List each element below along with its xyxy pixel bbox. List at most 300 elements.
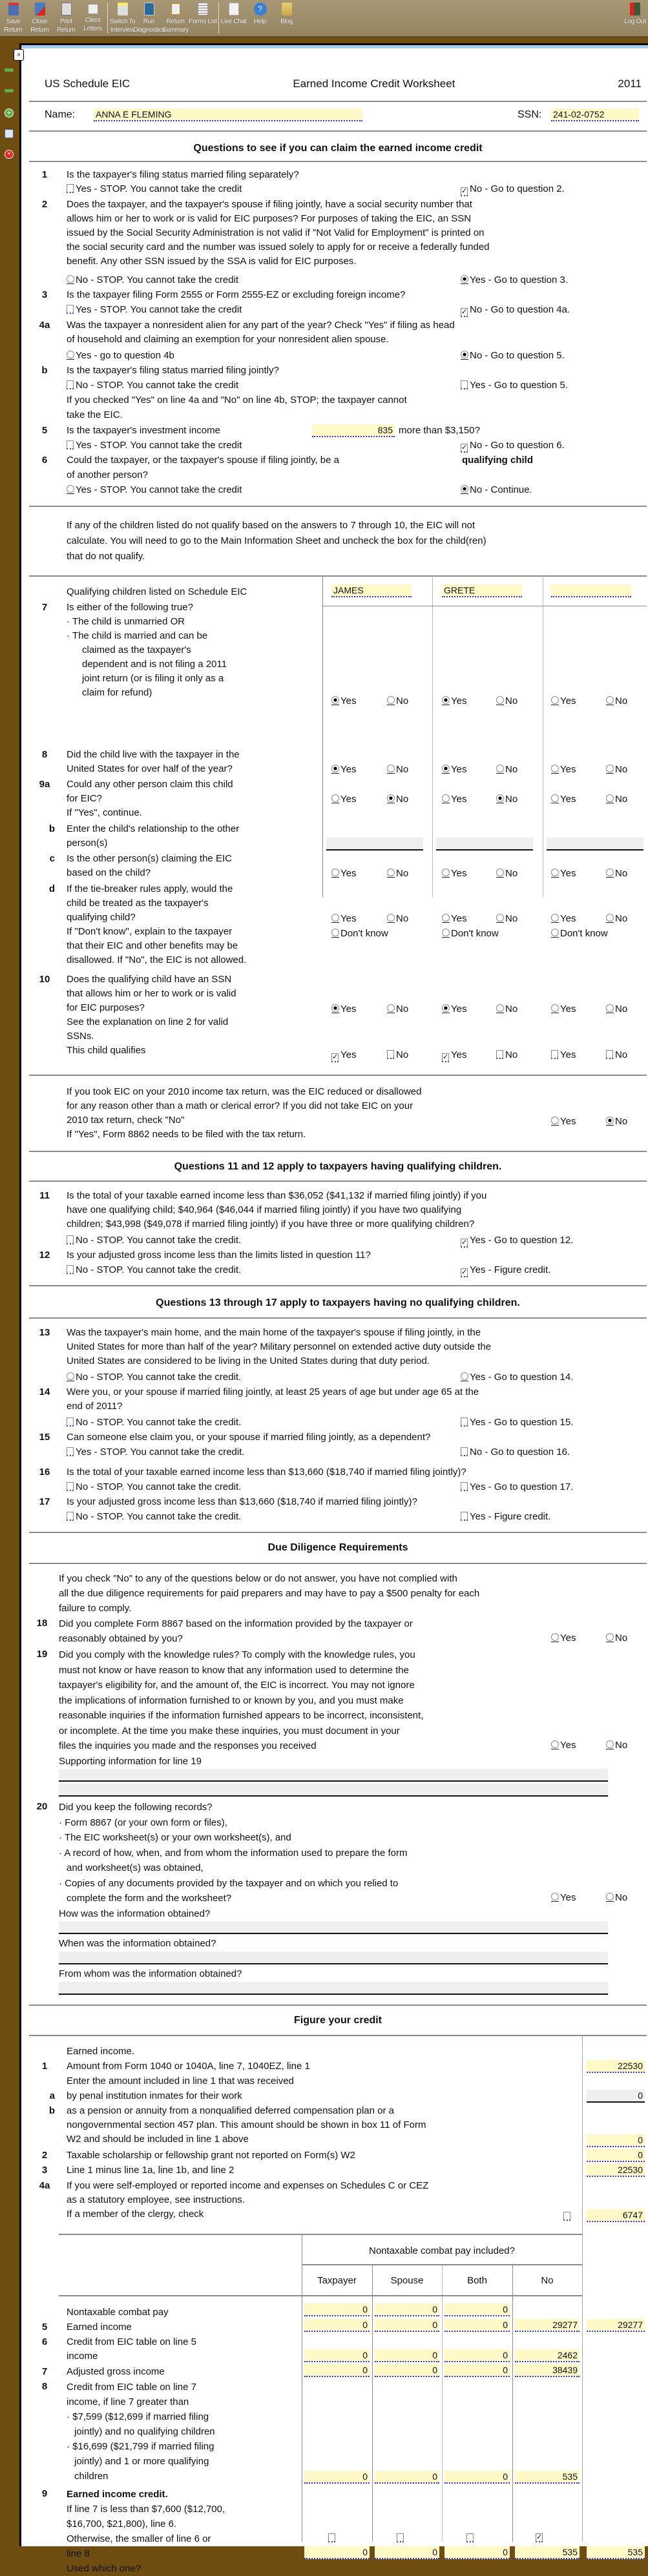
child3-qualifies-yes[interactable] bbox=[551, 1048, 576, 1062]
forms-list-button[interactable]: Forms List bbox=[189, 0, 217, 26]
radio[interactable] bbox=[442, 929, 449, 938]
radio[interactable] bbox=[442, 794, 449, 803]
taxpayer-name-field[interactable]: ANNA E FLEMING bbox=[94, 108, 362, 121]
combat-both-field[interactable]: 0 bbox=[444, 2303, 510, 2316]
line4a-amount-field[interactable]: 6747 bbox=[587, 2209, 645, 2222]
child1-qualifies-yes[interactable] bbox=[331, 1048, 356, 1062]
option-label: No bbox=[615, 1633, 628, 1643]
line1b-amount-field[interactable]: 0 bbox=[587, 2134, 645, 2147]
text-line: Was the taxpayer's main home, and the main home of the taxpayer's spouse if filing jointly, in the bbox=[67, 1327, 481, 1338]
q9d-child2-dont-know[interactable] bbox=[442, 927, 499, 941]
radio[interactable] bbox=[606, 914, 613, 923]
checkbox[interactable] bbox=[67, 1512, 74, 1521]
question-number: 15 bbox=[39, 1432, 50, 1443]
q6-yes-option[interactable] bbox=[67, 483, 242, 497]
q9a-child3-yes[interactable] bbox=[551, 792, 576, 807]
option-label: Yes - Go to question 3. bbox=[470, 274, 569, 285]
checkbox[interactable] bbox=[461, 1417, 468, 1427]
option-label: No bbox=[505, 1004, 518, 1015]
checkbox-checked[interactable]: ✓ bbox=[461, 308, 468, 316]
radio[interactable] bbox=[551, 1117, 558, 1126]
checkbox[interactable] bbox=[67, 1482, 74, 1491]
q20-no[interactable] bbox=[606, 1891, 627, 1905]
line1a-amount-field[interactable]: 0 bbox=[587, 2090, 645, 2103]
name-label: Name: bbox=[45, 109, 76, 120]
q9d-child3-no[interactable] bbox=[606, 912, 627, 926]
radio-selected[interactable] bbox=[387, 794, 394, 803]
option-label: Yes bbox=[340, 913, 357, 924]
radio[interactable] bbox=[606, 765, 613, 774]
checkbox[interactable] bbox=[67, 184, 74, 193]
delete-icon[interactable]: × bbox=[5, 150, 14, 159]
option-label: Don't know bbox=[560, 928, 608, 939]
q3-yes-option[interactable] bbox=[67, 303, 242, 317]
line19-support-field-1[interactable] bbox=[59, 1769, 608, 1782]
line5-taxpayer-field[interactable]: 0 bbox=[304, 2319, 370, 2332]
radio[interactable] bbox=[606, 869, 613, 878]
used-both-checkbox[interactable] bbox=[466, 2533, 474, 2542]
radio[interactable] bbox=[496, 696, 503, 705]
q9b-child1-relationship-field[interactable] bbox=[326, 838, 423, 850]
q4b-yes-option[interactable] bbox=[461, 378, 568, 393]
radio[interactable] bbox=[551, 1633, 558, 1642]
q8-child2-no[interactable] bbox=[496, 763, 517, 777]
checkbox-checked[interactable]: ✓ bbox=[461, 1239, 468, 1246]
prior-eic-no[interactable] bbox=[606, 1115, 627, 1129]
radio[interactable] bbox=[496, 914, 503, 923]
radio[interactable] bbox=[551, 1893, 558, 1902]
print-return-button[interactable]: Print Return bbox=[53, 0, 79, 34]
radio[interactable] bbox=[551, 869, 558, 878]
radio[interactable] bbox=[551, 765, 558, 774]
radio[interactable] bbox=[606, 1633, 613, 1642]
line1-amount-field[interactable]: 22530 bbox=[587, 2060, 645, 2073]
divider bbox=[29, 1285, 647, 1286]
help-button[interactable]: ? Help bbox=[247, 0, 273, 26]
divider bbox=[29, 1317, 647, 1319]
option-label: Yes bbox=[451, 696, 467, 706]
bullet-text: dependent and is not filing a 2011 bbox=[82, 659, 227, 670]
line6-both-field[interactable]: 0 bbox=[444, 2349, 510, 2362]
q8-child2-yes[interactable] bbox=[442, 763, 466, 777]
q19-yes[interactable] bbox=[551, 1738, 576, 1753]
text-line: Is either of the following true? bbox=[67, 602, 193, 613]
question-number: 20 bbox=[36, 1801, 48, 1812]
print-icon[interactable] bbox=[5, 129, 14, 138]
live-chat-button[interactable]: Live Chat bbox=[220, 0, 247, 26]
radio-selected[interactable] bbox=[461, 275, 468, 284]
radio[interactable] bbox=[606, 1004, 613, 1013]
radio-selected[interactable] bbox=[606, 1117, 613, 1126]
checkbox-checked[interactable]: ✓ bbox=[461, 187, 468, 195]
checkbox[interactable] bbox=[551, 1050, 558, 1059]
bullet-text: The EIC worksheet(s) or your own worksheet(s), and bbox=[64, 1832, 291, 1843]
q8-child1-no[interactable] bbox=[387, 763, 408, 777]
q5-no-option[interactable] bbox=[461, 438, 565, 453]
line9-no-field[interactable]: 535 bbox=[515, 2546, 580, 2559]
radio[interactable] bbox=[551, 794, 558, 803]
option-label: Don't know bbox=[451, 928, 499, 939]
divider bbox=[29, 1563, 647, 1564]
option-label: Yes bbox=[451, 868, 467, 879]
divider bbox=[29, 1075, 647, 1076]
line7-no-field[interactable]: 38439 bbox=[515, 2364, 580, 2377]
radio[interactable] bbox=[551, 929, 558, 938]
child1-qualifies-no[interactable] bbox=[387, 1048, 408, 1062]
question-text: Is the taxpayer filing Form 2555 or Form 2555-EZ or excluding foreign income? bbox=[67, 289, 406, 300]
line6-spouse-field[interactable]: 0 bbox=[375, 2349, 439, 2362]
checkbox[interactable] bbox=[67, 380, 74, 389]
checkbox[interactable] bbox=[461, 380, 468, 389]
text-line: children; $43,998 ($49,078 if married filing jointly) if you have three or more qualifying children? bbox=[67, 1219, 475, 1230]
checkbox[interactable] bbox=[67, 1265, 74, 1274]
child-1-name-field[interactable]: JAMES bbox=[331, 584, 412, 597]
radio[interactable] bbox=[551, 1004, 558, 1013]
bullet-item: · Form 8867 (or your own form or files), bbox=[59, 1817, 227, 1828]
option-label: No - STOP. You cannot take the credit bbox=[76, 274, 239, 285]
q10-child2-yes[interactable] bbox=[442, 1002, 466, 1016]
when-obtained-field[interactable] bbox=[59, 1952, 608, 1964]
q4a-yes-option[interactable] bbox=[67, 349, 174, 363]
radio[interactable] bbox=[461, 1372, 468, 1381]
line7-spouse-field[interactable]: 0 bbox=[375, 2364, 439, 2377]
q3-no-option[interactable] bbox=[461, 303, 570, 317]
line19-support-field-2[interactable] bbox=[59, 1784, 608, 1797]
bullet-item: · Copies of any documents provided by the taxpayer and on which you relied to bbox=[59, 1877, 399, 1889]
close-return-button[interactable]: Close Return bbox=[26, 0, 53, 34]
option-label: No bbox=[505, 794, 518, 805]
line-number: 8 bbox=[41, 2381, 48, 2392]
line5-both-field[interactable]: 0 bbox=[444, 2319, 510, 2332]
text-line: If you took EIC on your 2010 income tax return, was the EIC reduced or disallowed bbox=[67, 1086, 422, 1097]
how-obtained-field[interactable] bbox=[59, 1921, 608, 1934]
question-text bbox=[67, 822, 239, 850]
bullet-text: and worksheet(s) was obtained, bbox=[67, 1862, 204, 1873]
checkbox-checked[interactable]: ✓ bbox=[443, 1053, 449, 1061]
q10-child1-yes[interactable] bbox=[331, 1002, 356, 1016]
checkbox[interactable] bbox=[606, 1050, 613, 1059]
child2-qualifies-yes[interactable] bbox=[442, 1048, 466, 1062]
line-number: 4a bbox=[39, 2180, 50, 2191]
q18-yes[interactable] bbox=[551, 1631, 576, 1645]
section-title: Questions 13 through 17 apply to taxpayers having no qualifying children. bbox=[156, 1297, 520, 1308]
q7-child2-yes[interactable] bbox=[442, 694, 466, 708]
line8-spouse-field[interactable]: 0 bbox=[375, 2471, 439, 2484]
q9b-child2-relationship-field[interactable] bbox=[436, 838, 533, 850]
checkbox-checked[interactable]: ✓ bbox=[461, 444, 468, 451]
q9d-child3-yes[interactable] bbox=[551, 912, 576, 926]
line7-taxpayer-field[interactable]: 0 bbox=[304, 2364, 370, 2377]
radio-selected[interactable] bbox=[461, 351, 468, 360]
back-arrow-icon[interactable] bbox=[5, 68, 14, 72]
radio[interactable] bbox=[606, 1893, 613, 1902]
checkbox[interactable] bbox=[67, 440, 74, 449]
supporting-info-label: Supporting information for line 19 bbox=[59, 1755, 202, 1767]
question-number: 5 bbox=[41, 425, 48, 436]
line-text bbox=[67, 2179, 428, 2221]
q9a-child2-yes[interactable] bbox=[442, 792, 466, 807]
line7-both-field[interactable]: 0 bbox=[444, 2364, 510, 2377]
q11-yes-option[interactable] bbox=[461, 1233, 573, 1248]
line9-taxpayer-field[interactable]: 0 bbox=[304, 2546, 370, 2559]
q10-child3-yes[interactable] bbox=[551, 1002, 576, 1016]
radio[interactable] bbox=[387, 696, 394, 705]
q5-yes-option[interactable] bbox=[67, 438, 242, 453]
radio[interactable] bbox=[67, 275, 74, 284]
radio[interactable] bbox=[331, 869, 339, 878]
text-line: based on the child? bbox=[67, 867, 151, 878]
radio[interactable] bbox=[496, 765, 503, 774]
investment-income-field[interactable]: 835 bbox=[312, 424, 395, 437]
clergy-checkbox[interactable] bbox=[563, 2212, 570, 2221]
line8-no-field[interactable]: 535 bbox=[515, 2471, 580, 2484]
from-whom-field[interactable] bbox=[59, 1982, 608, 1995]
q10-child1-no[interactable] bbox=[387, 1002, 408, 1016]
used-spouse-checkbox[interactable] bbox=[397, 2533, 404, 2542]
q14-no-option[interactable] bbox=[67, 1416, 241, 1430]
q12-yes-option[interactable] bbox=[461, 1263, 550, 1277]
radio[interactable] bbox=[67, 485, 74, 494]
q15-no-option[interactable] bbox=[461, 1445, 570, 1459]
q8-child1-yes[interactable] bbox=[331, 763, 356, 777]
run-diagnostics-button[interactable]: Run Diagnostics bbox=[136, 0, 162, 34]
radio[interactable] bbox=[387, 914, 394, 923]
radio[interactable] bbox=[67, 351, 74, 360]
radio-selected[interactable] bbox=[496, 794, 503, 803]
q17-yes-option[interactable] bbox=[461, 1510, 550, 1524]
line5-spouse-field[interactable]: 0 bbox=[375, 2319, 439, 2332]
text-line: have one qualifying child; $40,964 ($46,044 if married filing jointly) if you have two qualifying bbox=[67, 1204, 462, 1215]
radio-selected[interactable] bbox=[331, 765, 339, 774]
checkbox[interactable] bbox=[461, 1447, 468, 1456]
q7-child3-no[interactable] bbox=[606, 694, 627, 708]
taxpayer-ssn-field[interactable]: 241-02-0752 bbox=[551, 108, 639, 121]
text-line: the social security card and the number was issued solely to apply for or receive a federally funded bbox=[67, 242, 490, 252]
line-number: 9 bbox=[41, 2488, 48, 2499]
radio[interactable] bbox=[387, 869, 394, 878]
line-text: Adjusted gross income bbox=[67, 2366, 165, 2377]
option-label: Yes bbox=[560, 1633, 576, 1643]
forward-arrow-icon[interactable] bbox=[5, 89, 14, 92]
combat-spouse-field[interactable]: 0 bbox=[375, 2303, 439, 2316]
radio-selected[interactable] bbox=[331, 1004, 339, 1013]
q16-no-option[interactable] bbox=[67, 1480, 241, 1494]
radio-selected[interactable] bbox=[461, 485, 468, 494]
used-no-checkbox-checked[interactable]: ✓ bbox=[536, 2533, 543, 2541]
line9-spouse-field[interactable]: 0 bbox=[375, 2546, 439, 2559]
radio[interactable] bbox=[606, 1740, 613, 1749]
radio-selected[interactable] bbox=[442, 696, 449, 705]
bullet-text: Form 8867 (or your own form or files), bbox=[65, 1817, 227, 1828]
q9a-child1-no[interactable] bbox=[387, 792, 408, 807]
option-label: Yes bbox=[560, 1740, 576, 1751]
radio[interactable] bbox=[496, 869, 503, 878]
option-label: No bbox=[396, 696, 409, 706]
prior-eic-yes[interactable] bbox=[551, 1115, 576, 1129]
child3-qualifies-no[interactable] bbox=[606, 1048, 627, 1062]
combat-taxpayer-field[interactable]: 0 bbox=[304, 2303, 370, 2316]
checkbox-checked[interactable]: ✓ bbox=[332, 1053, 339, 1061]
option-label: Yes - Go to question 15. bbox=[470, 1417, 574, 1428]
question-number: 14 bbox=[39, 1386, 50, 1397]
q1-no-option[interactable] bbox=[461, 182, 565, 196]
option-label: No bbox=[505, 696, 518, 706]
option-label: No bbox=[615, 1892, 628, 1903]
q2-yes-option[interactable] bbox=[461, 273, 568, 287]
q8-child3-yes[interactable] bbox=[551, 763, 576, 777]
question-text bbox=[67, 1385, 479, 1414]
q16-yes-option[interactable] bbox=[461, 1480, 573, 1494]
line9-both-field[interactable]: 0 bbox=[444, 2546, 510, 2559]
option-label: Yes bbox=[340, 794, 357, 805]
q9d-child2-no[interactable] bbox=[496, 912, 517, 926]
expand-sidebar-toggle[interactable]: » bbox=[14, 49, 24, 61]
checkbox[interactable] bbox=[67, 1417, 74, 1427]
checkbox[interactable] bbox=[461, 1512, 468, 1521]
line3-amount-field[interactable]: 22530 bbox=[587, 2164, 645, 2177]
text-line: United States for more than half of the year? Military personnel on extended active duty outside the bbox=[67, 1341, 492, 1352]
text-line: If you check "No" to any of the questions below or do not answer, you have not complied with bbox=[59, 1573, 457, 1584]
child-2-name-field[interactable]: GRETE bbox=[442, 584, 522, 597]
q7-child1-no[interactable] bbox=[387, 694, 408, 708]
q18-no[interactable] bbox=[606, 1631, 627, 1645]
q2-no-option[interactable] bbox=[67, 273, 238, 287]
line8-both-field[interactable]: 0 bbox=[444, 2471, 510, 2484]
q1-yes-option[interactable] bbox=[67, 182, 242, 196]
option-label: Yes - Figure credit. bbox=[470, 1511, 551, 1522]
text-line: Is the other person(s) claiming the EIC bbox=[67, 853, 232, 864]
q4b-no-option[interactable] bbox=[67, 378, 238, 393]
child2-qualifies-no[interactable] bbox=[496, 1048, 517, 1062]
radio[interactable] bbox=[331, 794, 339, 803]
q4a-no-option[interactable] bbox=[461, 349, 565, 363]
q11-no-option[interactable] bbox=[67, 1233, 241, 1248]
q9a-child3-no[interactable] bbox=[606, 792, 627, 807]
q9c-child1-no[interactable] bbox=[387, 867, 408, 881]
line5-no-field[interactable]: 29277 bbox=[515, 2319, 580, 2332]
q10-child3-no[interactable] bbox=[606, 1002, 627, 1016]
radio-selected[interactable] bbox=[331, 696, 339, 705]
question-text bbox=[67, 852, 232, 880]
q10-child2-no[interactable] bbox=[496, 1002, 517, 1016]
radio[interactable] bbox=[387, 1004, 394, 1013]
q12-no-option[interactable] bbox=[67, 1263, 241, 1277]
used-taxpayer-checkbox[interactable] bbox=[328, 2533, 335, 2542]
q9d-child1-yes[interactable] bbox=[331, 912, 356, 926]
text-line: If you were self-employed or reported income and expenses on Schedules C or CEZ bbox=[67, 2180, 429, 2191]
q7-child1-yes[interactable] bbox=[331, 694, 356, 708]
text-line: If "Yes", continue. bbox=[67, 807, 142, 818]
q9c-child3-no[interactable] bbox=[606, 867, 627, 881]
radio[interactable] bbox=[496, 1004, 503, 1013]
radio[interactable] bbox=[442, 914, 449, 923]
switch-to-interview-button[interactable]: Switch To Interview bbox=[109, 0, 136, 34]
text-line: Enter the child's relationship to the other bbox=[67, 823, 240, 834]
q9b-child3-relationship-field[interactable] bbox=[547, 838, 643, 850]
checkbox[interactable] bbox=[461, 1482, 468, 1491]
radio[interactable] bbox=[606, 696, 613, 705]
q9c-child3-yes[interactable] bbox=[551, 867, 576, 881]
text-line: See the explanation on line 2 for valid bbox=[67, 1016, 229, 1027]
q9d-child2-yes[interactable] bbox=[442, 912, 466, 926]
q9a-child2-no[interactable] bbox=[496, 792, 517, 807]
option-label: No bbox=[615, 1049, 628, 1060]
radio[interactable] bbox=[331, 929, 339, 938]
line-text bbox=[67, 2487, 225, 2576]
column-divider bbox=[582, 2035, 583, 2542]
q9d-child1-dont-know[interactable] bbox=[331, 927, 388, 941]
divider bbox=[302, 2264, 582, 2265]
line9-total-field[interactable]: 535 bbox=[587, 2546, 645, 2559]
checkbox[interactable] bbox=[387, 1050, 394, 1059]
q9a-child1-yes[interactable] bbox=[331, 792, 356, 807]
q9d-child3-dont-know[interactable] bbox=[551, 927, 608, 941]
question-text: Could the taxpayer, or the taxpayer's spouse if filing jointly, be a bbox=[67, 455, 339, 466]
q9c-child1-yes[interactable] bbox=[331, 867, 356, 881]
q9c-child2-yes[interactable] bbox=[442, 867, 466, 881]
q13-yes-option[interactable] bbox=[461, 1370, 573, 1385]
checkbox[interactable] bbox=[496, 1050, 503, 1059]
line6-taxpayer-field[interactable]: 0 bbox=[304, 2349, 370, 2362]
q9d-child1-no[interactable] bbox=[387, 912, 408, 926]
blog-button[interactable]: Blog bbox=[273, 0, 300, 26]
q20-yes[interactable] bbox=[551, 1891, 576, 1905]
radio[interactable] bbox=[387, 765, 394, 774]
add-icon[interactable]: + bbox=[5, 108, 14, 118]
q15-yes-option[interactable] bbox=[67, 1445, 245, 1459]
q7-child3-yes[interactable] bbox=[551, 694, 576, 708]
q14-yes-option[interactable] bbox=[461, 1416, 573, 1430]
question-number: 2 bbox=[41, 199, 48, 210]
q6-no-option[interactable] bbox=[461, 483, 532, 497]
line8-taxpayer-field[interactable]: 0 bbox=[304, 2471, 370, 2484]
child-3-name-field[interactable] bbox=[551, 584, 631, 597]
line2-amount-field[interactable]: 0 bbox=[587, 2149, 645, 2162]
bullet-text: jointly) and no qualifying children bbox=[74, 2426, 215, 2437]
question-number: 12 bbox=[39, 1250, 50, 1261]
checkbox[interactable] bbox=[67, 1447, 74, 1456]
return-summary-button[interactable]: Return Summary bbox=[162, 0, 189, 34]
radio[interactable] bbox=[551, 696, 558, 705]
radio-selected[interactable] bbox=[442, 1004, 449, 1013]
checkbox-checked[interactable]: ✓ bbox=[461, 1268, 468, 1276]
prior-eic-question bbox=[67, 1085, 421, 1142]
q9c-child2-no[interactable] bbox=[496, 867, 517, 881]
checkbox[interactable] bbox=[67, 305, 74, 314]
client-letters-button[interactable]: Client Letters bbox=[79, 0, 106, 33]
divider bbox=[29, 575, 647, 577]
q19-no[interactable] bbox=[606, 1738, 627, 1753]
checkbox[interactable] bbox=[67, 1235, 74, 1244]
radio[interactable] bbox=[331, 914, 339, 923]
q8-child3-no[interactable] bbox=[606, 763, 627, 777]
radio[interactable] bbox=[606, 794, 613, 803]
q17-no-option[interactable] bbox=[67, 1510, 241, 1524]
line6-no-field[interactable]: 2462 bbox=[515, 2349, 580, 2362]
log-out-button[interactable]: Log Out bbox=[622, 0, 648, 26]
radio[interactable] bbox=[551, 1740, 558, 1749]
column-divider bbox=[372, 2265, 373, 2542]
line5-total-field[interactable]: 29277 bbox=[587, 2319, 645, 2332]
save-return-button[interactable]: Save Return bbox=[0, 0, 26, 34]
q7-child2-no[interactable] bbox=[496, 694, 517, 708]
radio[interactable] bbox=[551, 914, 558, 923]
q13-no-option[interactable] bbox=[67, 1370, 241, 1385]
radio[interactable] bbox=[67, 1372, 74, 1381]
radio[interactable] bbox=[442, 869, 449, 878]
radio-selected[interactable] bbox=[442, 765, 449, 774]
question-text bbox=[67, 973, 236, 1058]
